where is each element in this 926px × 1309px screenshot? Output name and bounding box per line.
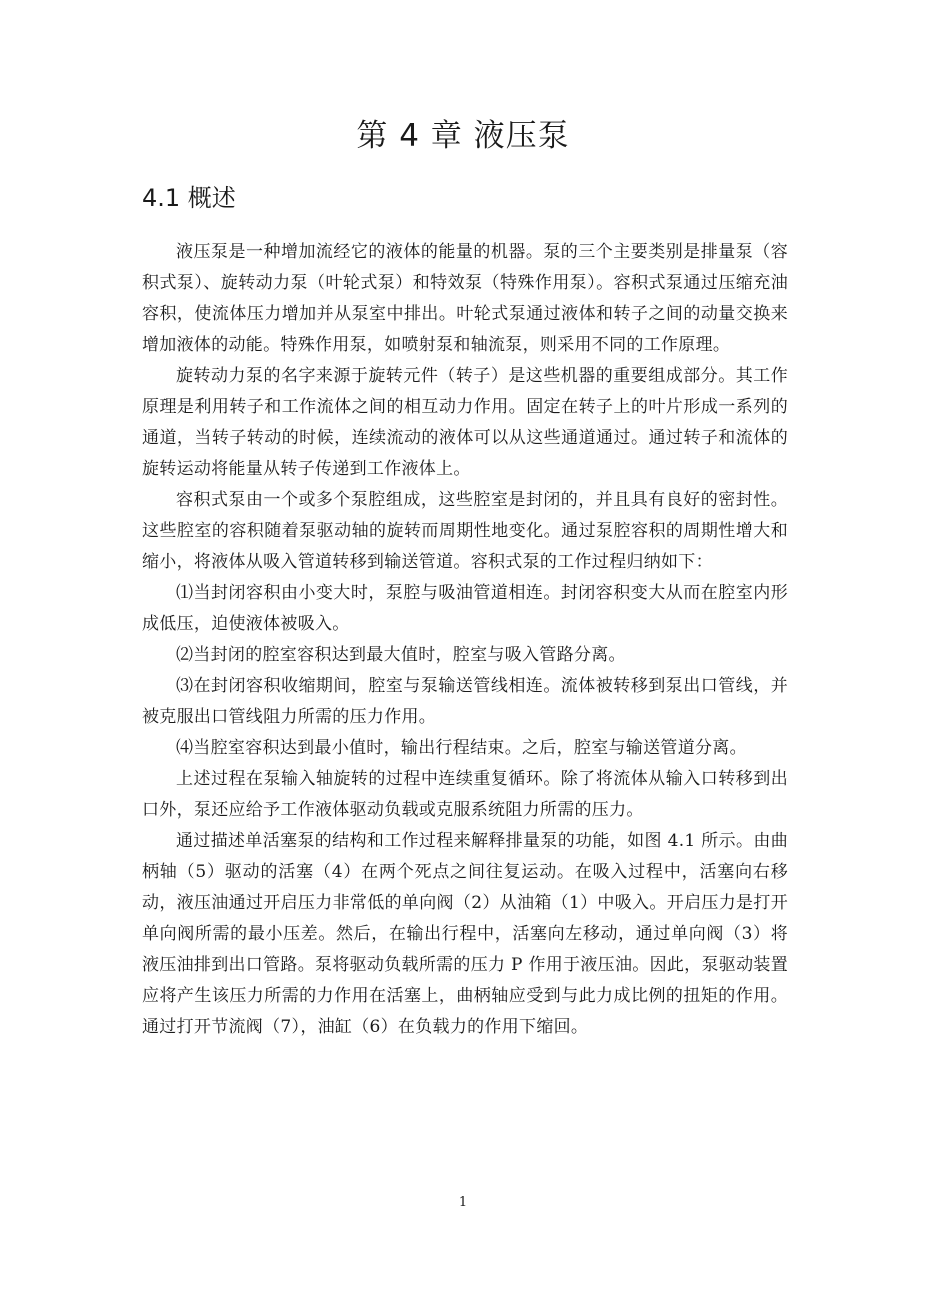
list-item: ⑵当封闭的腔室容积达到最大值时，腔室与吸入管路分离。 [176,645,626,665]
body-text [142,237,788,1043]
section-title: 4.1 概述 [142,184,236,212]
paragraph: 上述过程在泵输入轴旋转的过程中连续重复循环。除了将流体从输入口转移到出口外，泵还应给予工作液体驱动负载或克服系统阻力所需的压力。 [142,769,788,820]
paragraph: 液压泵是一种增加流经它的液体的能量的机器。泵的三个主要类别是排量泵（容积式泵）、旋转动力泵（叶轮式泵）和特效泵（特殊作用泵）。容积式泵通过压缩充油容积，使流体压力增加并从泵室中排出。叶轮式泵通过液体和转子之间的动量交换来增加液体的动能。特殊作用泵，如喷射泵和轴流泵，则采用不同的工作原理。 [142,242,788,355]
chapter-title: 第 4 章 液压泵 [356,118,570,154]
page-number: 1 [458,1195,468,1210]
paragraph: 旋转动力泵的名字来源于旋转元件（转子）是这些机器的重要组成部分。其工作原理是利用转子和工作流体之间的相互动力作用。固定在转子上的叶片形成一系列的通道，当转子转动的时候，连续流动的液体可以从这些通道通过。通过转子和流体的旋转运动将能量从转子传递到工作液体上。 [142,366,788,479]
list-item: ⑷当腔室容积达到最小值时，输出行程结束。之后，腔室与输送管道分离。 [176,738,747,758]
list-item: ⑴当封闭容积由小变大时，泵腔与吸油管道相连。封闭容积变大从而在腔室内形成低压，迫使液体被吸入。 [142,583,788,634]
paragraph: 容积式泵由一个或多个泵腔组成，这些腔室是封闭的，并且具有良好的密封性。这些腔室的容积随着泵驱动轴的旋转而周期性地变化。通过泵腔容积的周期性增大和缩小，将液体从吸入管道转移到输送管道。容积式泵的工作过程归纳如下： [142,490,788,572]
list-item: ⑶在封闭容积收缩期间，腔室与泵输送管线相连。流体被转移到泵出口管线，并被克服出口管线阻力所需的压力作用。 [142,676,788,727]
paragraph: 通过描述单活塞泵的结构和工作过程来解释排量泵的功能，如图 4.1 所示。由曲柄轴（5）驱动的活塞（4）在两个死点之间往复运动。在吸入过程中，活塞向右移动，液压油通过开启压力非常低的单向阀（2）从油箱（1）中吸入。开启压力是打开单向阀所需的最小压差。然后，在输出行程中，活塞向左移动，通过单向阀（3）将液压油排到出口管路。泵将驱动负载所需的压力 P 作用于液压油。因此，泵驱动装置应将产生该压力所需的力作用在活塞上，曲柄轴应受到与此力成比例的扭矩的作用。通过打开节流阀（7），油缸（6）在负载力的作用下缩回。 [142,831,788,1037]
